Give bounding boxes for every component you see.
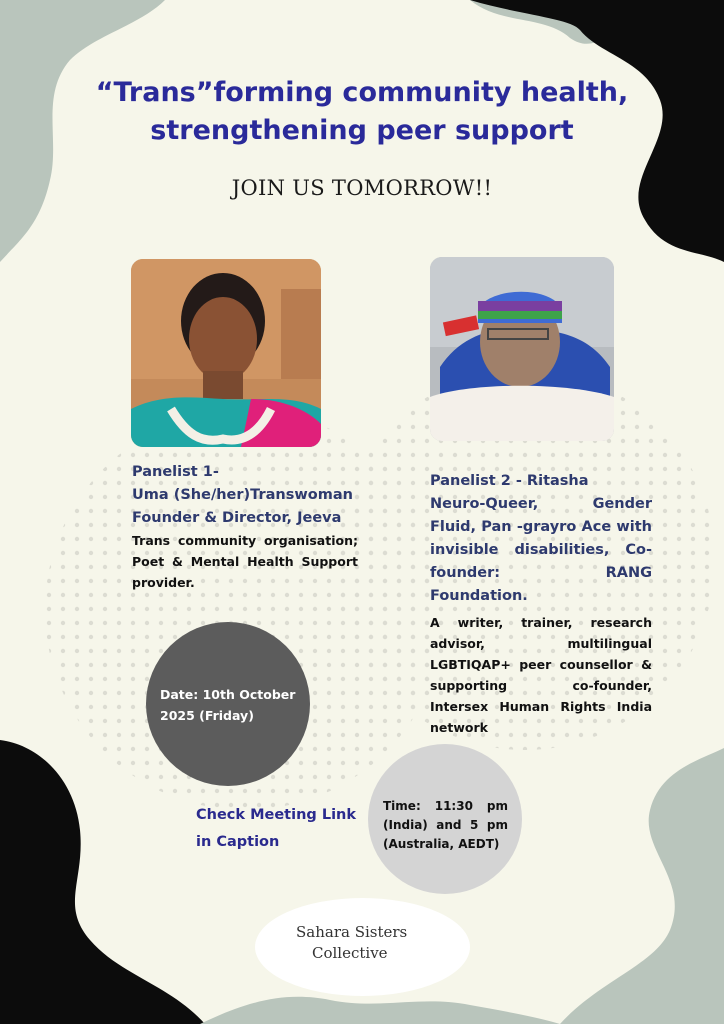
panelist-1-info [132,461,358,593]
meeting-link-note: Check Meeting Link in Caption [196,807,357,850]
panelist-1-photo [131,259,321,447]
panelist-1-description: Trans community organisation; Poet & Mental Health Support provider. [132,533,358,590]
event-time: Time: 11:30 pm (India) and 5 pm (Australia, AEDT) [383,799,508,851]
title-line-1: “Trans”forming community health, [95,77,629,108]
panelist-2-photo [430,257,614,441]
panelist-2-info [430,470,652,738]
panelist-2-description: A writer, trainer, research advisor, multilingual LGBTIQAP+ peer counsellor & supporting co-founder, Intersex Human Rights India network [430,615,652,735]
panelist-1-portrait-image [131,259,321,447]
panelist-1-role: Founder & Director, Jeeva [132,510,342,526]
organization-logo [296,922,436,964]
panelist-2-heading: Panelist 2 - Ritasha [430,473,589,489]
panelist-1-heading: Panelist 1- [132,464,219,480]
logo-line-1: Sahara Sisters [296,923,408,941]
sage-blob-bottom-right [560,748,724,1024]
title-line-2: strengthening peer support [150,115,574,146]
logo-line-2: Collective [312,944,388,962]
event-date: Date: 10th October 2025 (Friday) [160,687,296,723]
panelist-2-identity: Neuro-Queer, Gender Fluid, Pan -grayro Ace with invisible disabilities, Co-founder: RANG Foundation. [430,496,652,604]
join-us-heading: JOIN US TOMORROW!! [231,176,493,200]
poster-title [0,74,724,150]
sage-blob-bottom-center [200,997,560,1024]
panelist-2-portrait-image [430,257,614,441]
panelist-1-name: Uma (She/her)Transwoman [132,487,353,503]
